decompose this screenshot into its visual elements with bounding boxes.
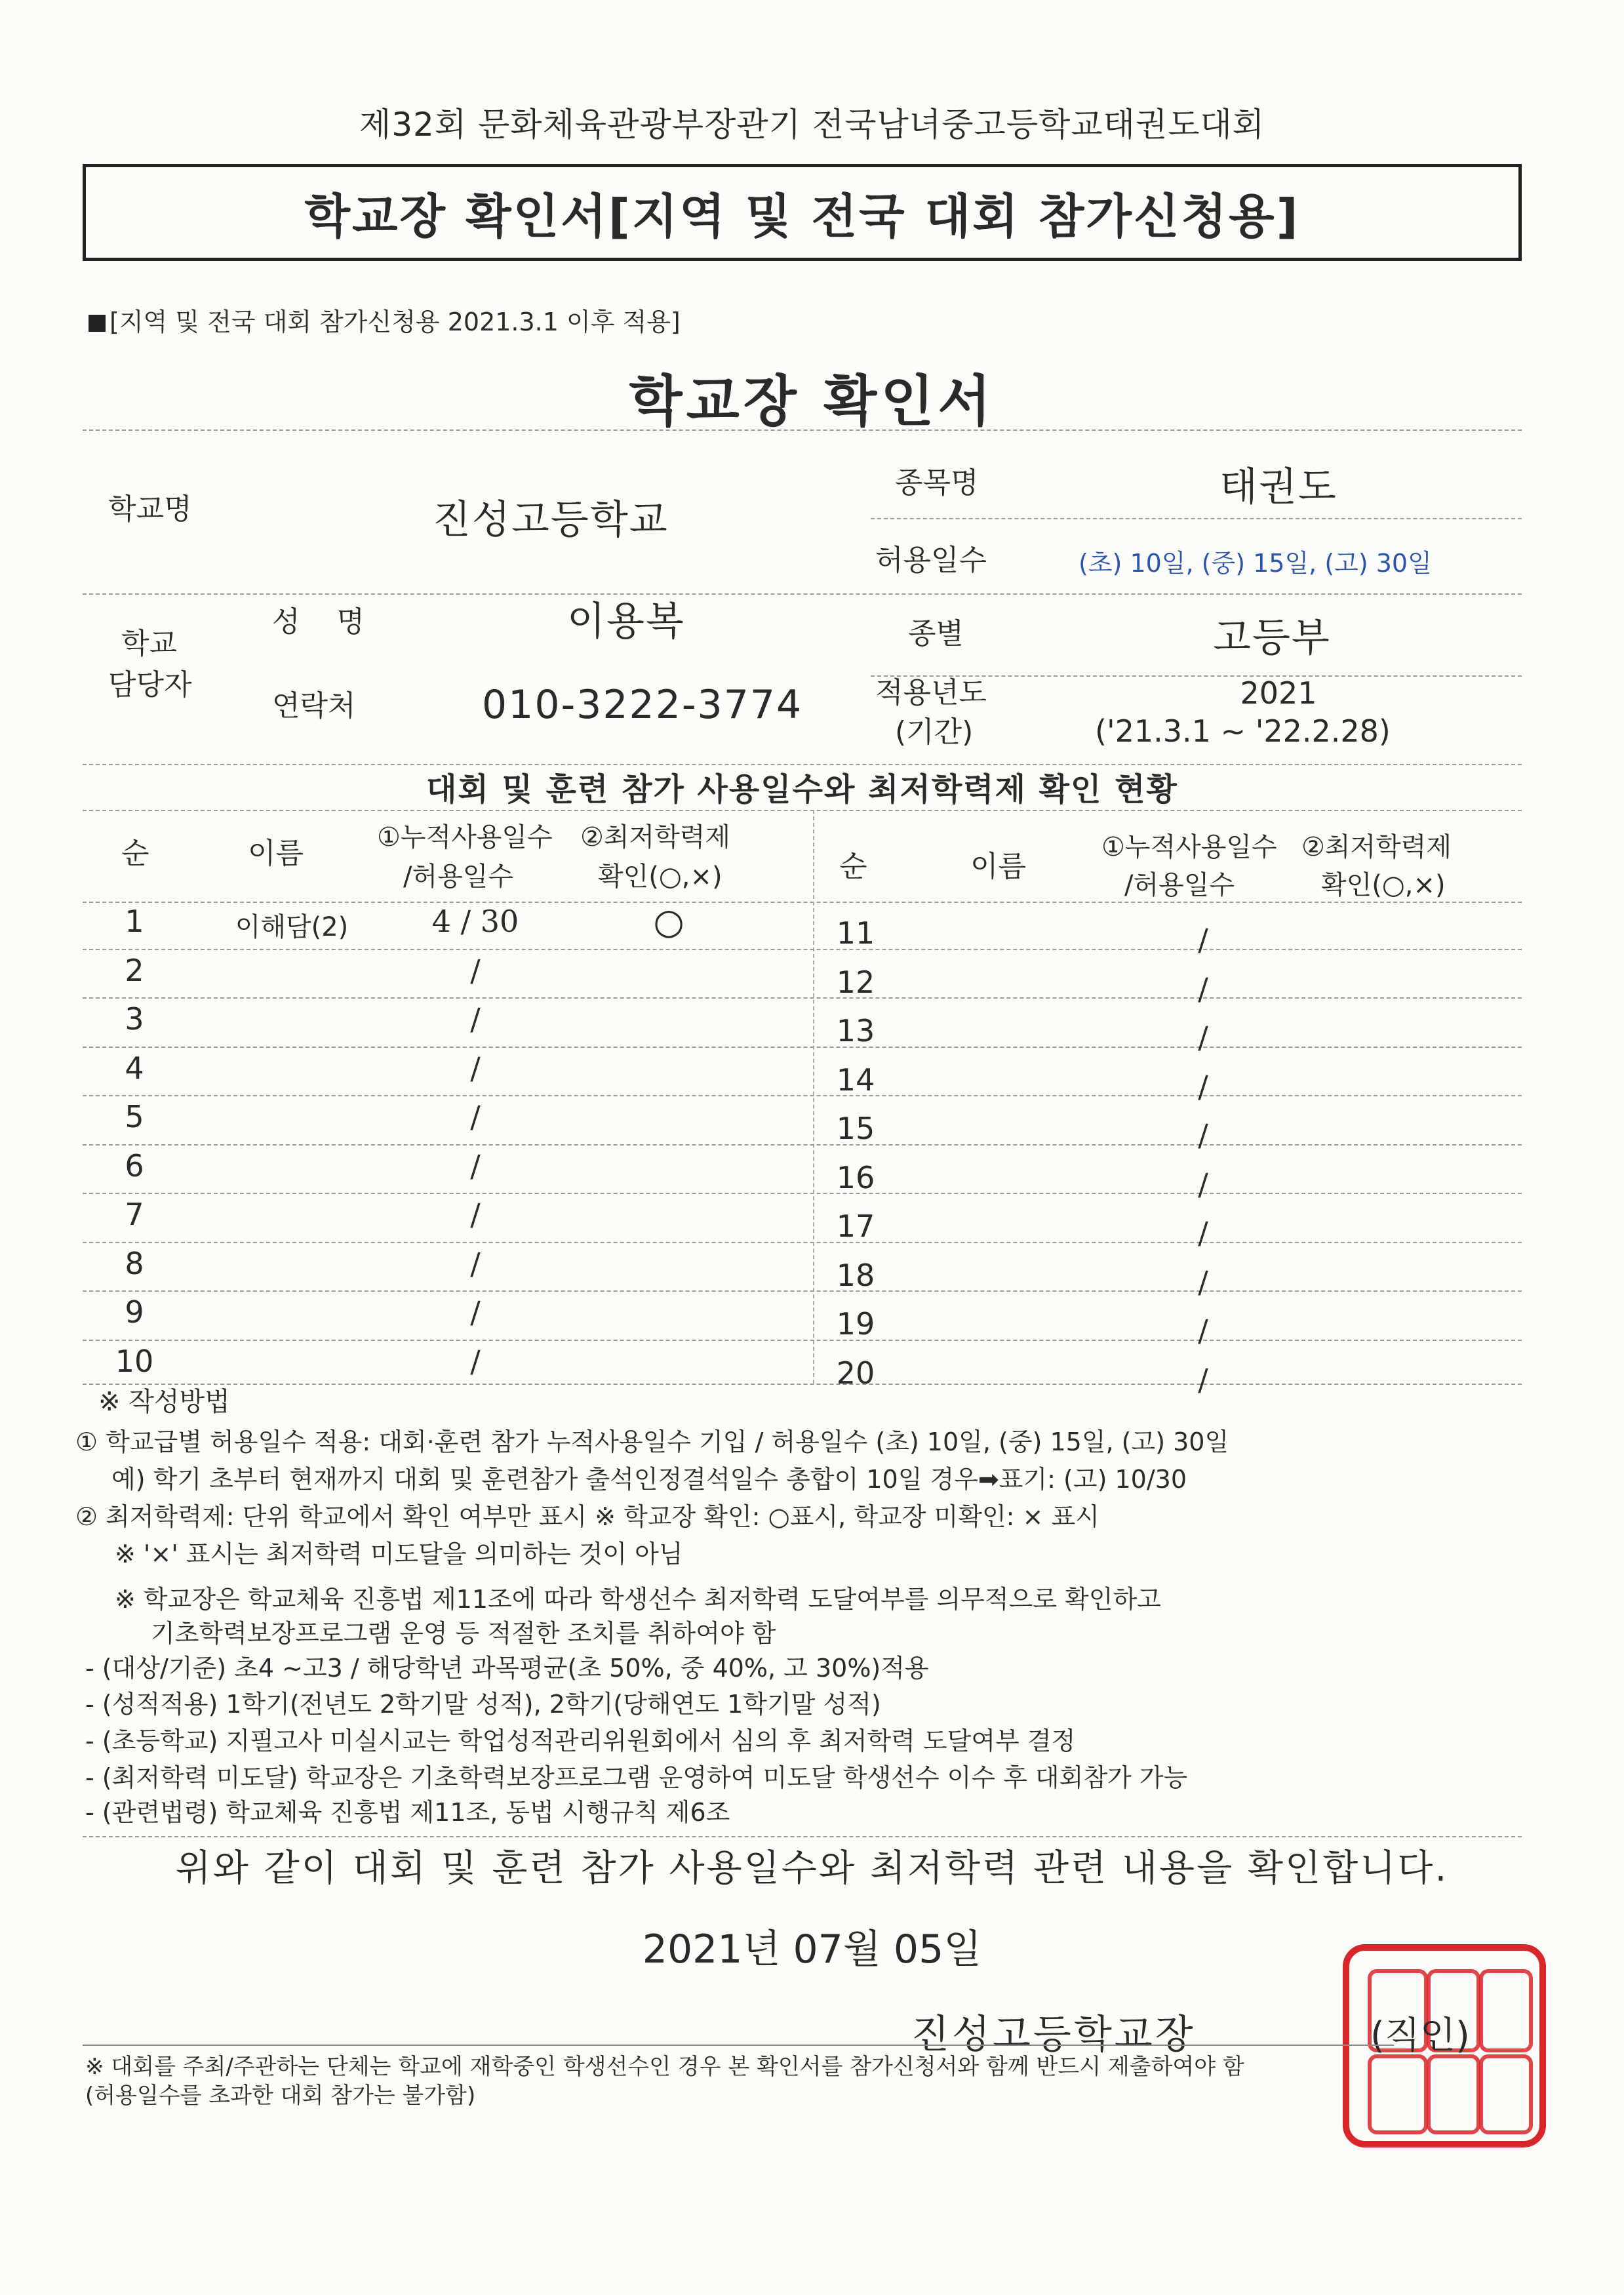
- form-title: 학교장 확인서[지역 및 전국 대회 참가신청용]: [83, 164, 1522, 261]
- col-days-right-1: ①누적사용일수: [1101, 832, 1277, 862]
- row-days: /: [470, 1343, 481, 1379]
- note-1: ① 학교급별 허용일수 적용: 대회·훈련 참가 누적사용일수 기입 / 허용일수 (초) 10일, (중) 15일, (고) 30일: [75, 1427, 1229, 1456]
- row-no: 10: [115, 1343, 154, 1379]
- allowed-days-label: 허용일수: [875, 544, 987, 577]
- period-label-2: (기간): [895, 715, 974, 749]
- col-no-right: 순: [839, 850, 867, 883]
- row-days: 4 / 30: [431, 904, 519, 939]
- row-days: /: [1198, 970, 1208, 1007]
- event-value: 태권도: [1219, 464, 1337, 510]
- row-no: 11: [836, 915, 875, 951]
- principal-name: 진성고등학교장: [911, 2012, 1196, 2058]
- division-value: 고등부: [1213, 615, 1331, 661]
- row-days: /: [470, 1294, 481, 1330]
- row-days: /: [470, 952, 481, 988]
- col-check-left-2: 확인(○,×): [598, 862, 723, 892]
- col-days-left-1: ①누적사용일수: [377, 822, 553, 852]
- col-check-right-2: 확인(○,×): [1321, 870, 1446, 900]
- seal-label: (직인): [1370, 2014, 1470, 2057]
- status-title: 대회 및 훈련 참가 사용일수와 최저학력제 확인 현황: [426, 771, 1178, 808]
- row-no: 19: [836, 1306, 875, 1342]
- row-no: 9: [125, 1294, 144, 1330]
- allowed-days-value: (초) 10일, (중) 15일, (고) 30일: [1079, 549, 1432, 578]
- row-no: 12: [836, 964, 875, 1000]
- row-no: 17: [836, 1208, 875, 1244]
- period-year: 2021: [1240, 675, 1317, 711]
- row-days: /: [470, 1001, 481, 1037]
- note-2: ② 최저학력제: 단위 학교에서 확인 여부만 표시 ※ 학교장 확인: ○표시, 학교장 미확인: × 표시: [75, 1502, 1099, 1531]
- col-name-right: 이름: [970, 850, 1027, 883]
- period-label-1: 적용년도: [875, 676, 987, 709]
- detail-5: - (관련법령) 학교체육 진흥법 제11조, 동법 시행규칙 제6조: [85, 1798, 730, 1827]
- col-check-left-1: ②최저학력제: [580, 822, 731, 852]
- school-name-value: 진성고등학교: [433, 497, 669, 543]
- square-bullet-icon: [89, 315, 106, 332]
- contact-value: 010-3222-3774: [482, 682, 803, 728]
- school-name-label: 학교명: [108, 492, 192, 526]
- detail-3: - (초등학교) 지필고사 미실시교는 학업성적관리위원회에서 심의 후 최저학력 도달여부 결정: [85, 1726, 1076, 1755]
- row-no: 7: [125, 1197, 144, 1232]
- sub-note-text: [지역 및 전국 대회 참가신청용 2021.3.1 이후 적용]: [109, 308, 681, 336]
- footnote: [85, 2052, 1244, 2110]
- row-days: /: [1198, 1166, 1208, 1202]
- detail-4: - (최저학력 미도달) 학교장은 기초학력보장프로그램 운영하여 미도달 학생선수 이수 후 대회참가 가능: [85, 1763, 1188, 1792]
- row-no: 4: [125, 1050, 144, 1086]
- event-label: 종목명: [895, 466, 979, 500]
- person-name-label: 성 명: [272, 605, 365, 639]
- row-no: 14: [836, 1062, 875, 1098]
- note-1b: 예) 학기 초부터 현재까지 대회 및 훈련참가 출석인정결석일수 총합이 10일 경우➡표기: (고) 10/30: [111, 1465, 1187, 1494]
- row-name: 이해담(2): [235, 912, 349, 942]
- row-no: 18: [836, 1257, 875, 1293]
- row-days: /: [470, 1050, 481, 1086]
- row-days: /: [1198, 1264, 1208, 1300]
- row-days: /: [1198, 1117, 1208, 1153]
- row-no: 2: [125, 952, 144, 988]
- note-4: ※ 학교장은 학교체육 진흥법 제11조에 따라 학생선수 최저학력 도달여부를 의무적으로 확인하고: [115, 1585, 1161, 1614]
- manager-label-2: 담당자: [108, 668, 192, 702]
- row-days: /: [1198, 1215, 1208, 1250]
- period-range: ('21.3.1 ~ '22.2.28): [1095, 713, 1391, 749]
- row-no: 5: [125, 1099, 144, 1134]
- doc-title: 학교장 확인서: [629, 369, 995, 433]
- col-name-left: 이름: [248, 837, 304, 870]
- detail-2: - (성적적용) 1학기(전년도 2학기말 성적), 2학기(당해연도 1학기말 성적): [85, 1690, 881, 1719]
- row-check: ○: [653, 901, 684, 942]
- row-days: /: [1198, 922, 1208, 957]
- col-no-left: 순: [121, 837, 149, 870]
- row-no: 16: [836, 1159, 875, 1195]
- row-days: /: [470, 1245, 481, 1281]
- row-no: 8: [125, 1245, 144, 1281]
- col-check-right-1: ②최저학력제: [1301, 832, 1452, 862]
- row-days: /: [470, 1148, 481, 1184]
- notes-heading: ※ 작성방법: [98, 1387, 230, 1417]
- row-no: 1: [125, 904, 144, 939]
- footnote-line-2: (허용일수를 초과한 대회 참가는 불가함): [85, 2083, 476, 2109]
- date: 2021년 07월 05일: [642, 1926, 982, 1972]
- note-3: ※ '×' 표시는 최저학력 미도달을 의미하는 것이 아님: [115, 1540, 683, 1568]
- row-days: /: [1198, 1313, 1208, 1348]
- contact-label: 연락처: [272, 689, 356, 723]
- detail-1: - (대상/기준) 초4 ~고3 / 해당학년 과목평균(초 50%, 중 40%, 고 30%)적용: [85, 1654, 929, 1683]
- row-no: 15: [836, 1111, 875, 1146]
- row-days: /: [470, 1197, 481, 1232]
- row-no: 3: [125, 1001, 144, 1037]
- division-label: 종별: [908, 617, 964, 650]
- sub-note: [89, 302, 681, 338]
- row-days: /: [1198, 1361, 1208, 1397]
- row-no: 20: [836, 1355, 875, 1391]
- event-title: 제32회 문화체육관광부장관기 전국남녀중고등학교태권도대회: [359, 106, 1265, 144]
- row-no: 13: [836, 1013, 875, 1048]
- footnote-line-1: ※ 대회를 주최/주관하는 단체는 학교에 재학중인 학생선수인 경우 본 확인서를 참가신청서와 함께 반드시 제출하여야 함: [85, 2054, 1244, 2080]
- person-name-value: 이용복: [567, 599, 685, 645]
- row-days: /: [1198, 1068, 1208, 1104]
- row-no: 6: [125, 1148, 144, 1184]
- confirm-text: 위와 같이 대회 및 훈련 참가 사용일수와 최저학력 관련 내용을 확인합니다.: [175, 1847, 1449, 1890]
- row-days: /: [470, 1099, 481, 1134]
- row-days: /: [1198, 1020, 1208, 1055]
- manager-label-1: 학교: [121, 627, 178, 660]
- col-days-left-2: /허용일수: [403, 862, 514, 892]
- note-4b: 기초학력보장프로그램 운영 등 적절한 조치를 취하여야 함: [151, 1619, 776, 1648]
- col-days-right-2: /허용일수: [1124, 870, 1235, 900]
